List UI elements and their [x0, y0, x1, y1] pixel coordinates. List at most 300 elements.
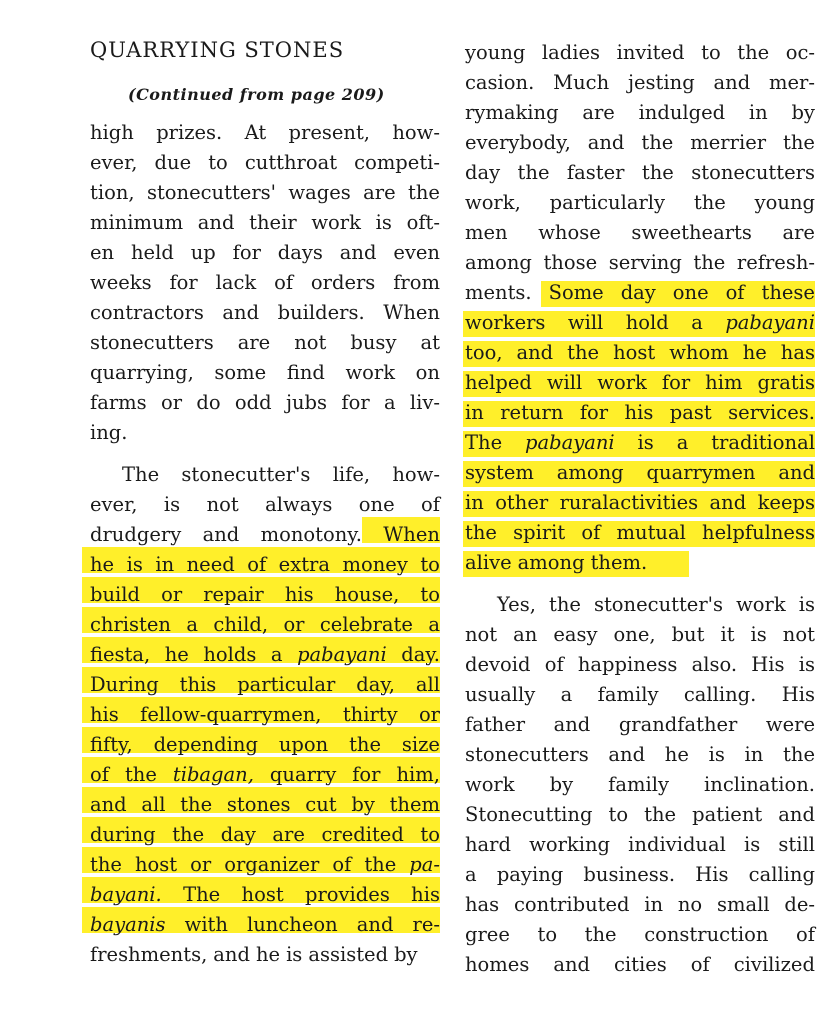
word: in [744, 743, 764, 766]
word: When [383, 301, 440, 324]
word: has [780, 341, 815, 364]
word: the [644, 803, 677, 826]
text-line [465, 548, 815, 578]
word: day [465, 161, 501, 184]
word: is [286, 943, 303, 966]
word: in [465, 491, 484, 514]
word: At [244, 121, 267, 144]
word: en [90, 241, 115, 264]
word: those [543, 251, 598, 274]
word: a [270, 643, 283, 666]
word: and [90, 793, 127, 816]
word: and [553, 713, 591, 736]
word: a [560, 683, 573, 706]
article-title: QUARRYING STONES [90, 38, 345, 62]
text-line [465, 158, 815, 188]
word: of [544, 653, 564, 676]
word: spirit [513, 521, 566, 544]
word: calling [748, 863, 815, 886]
word: fiesta, [90, 643, 151, 666]
word: by [549, 773, 574, 796]
word: quarry [269, 763, 337, 786]
text-line [465, 98, 815, 128]
word: an [513, 623, 538, 646]
word: he [90, 553, 115, 576]
word: orders [310, 271, 376, 294]
word: always [265, 493, 333, 516]
text-line [465, 488, 815, 518]
word: luncheon [247, 913, 338, 936]
word: ments. [465, 281, 532, 304]
word: size [401, 733, 440, 756]
word: contributed [513, 893, 630, 916]
word: His [695, 863, 729, 886]
text-line [465, 68, 815, 98]
word: has [465, 893, 500, 916]
word: one, [613, 623, 656, 646]
word: the [364, 853, 397, 876]
word: of [690, 953, 710, 976]
word: rymaking [465, 101, 559, 124]
word: busy [350, 331, 397, 354]
text-line [90, 730, 440, 760]
word: stonecutters [691, 161, 815, 184]
word: he [255, 943, 281, 966]
word: monotony. [260, 523, 362, 546]
word: do [196, 391, 221, 414]
word: helpfulness [702, 521, 815, 544]
word: Some [548, 281, 604, 304]
word: is [798, 653, 815, 676]
word: the [567, 341, 600, 364]
word: ever, [90, 151, 138, 174]
word: day [220, 823, 256, 846]
word: he [664, 743, 689, 766]
word: odd [234, 391, 272, 414]
word: is [163, 493, 181, 516]
word: jesting [627, 71, 695, 94]
word: jubs [285, 391, 328, 414]
word: thirty [342, 703, 398, 726]
word: or [418, 703, 440, 726]
word: not [294, 331, 327, 354]
word: the [349, 733, 382, 756]
word: for [661, 371, 691, 394]
word: their [249, 211, 297, 234]
text-line [90, 178, 440, 208]
word: assisted [308, 943, 389, 966]
text-line [465, 338, 815, 368]
word: of [247, 553, 267, 576]
word: in [465, 401, 484, 424]
word: one [358, 493, 395, 516]
text-line [90, 580, 440, 610]
word: work [345, 361, 396, 384]
word: depending [153, 733, 258, 756]
word: even [393, 241, 440, 264]
word: ever, [90, 493, 138, 516]
word: indulged [638, 101, 726, 124]
word: by [351, 793, 375, 816]
word: the [783, 131, 815, 154]
word: holds [203, 643, 257, 666]
word: is [798, 593, 815, 616]
word: by [394, 943, 418, 966]
word: the [641, 131, 674, 154]
word: fifty, [90, 733, 133, 756]
word: keeps [757, 491, 815, 514]
word: and [222, 301, 260, 324]
word: of [274, 271, 294, 294]
word: the [172, 823, 205, 846]
word: a [383, 391, 396, 414]
word: work [311, 211, 361, 234]
word: Much [553, 71, 610, 94]
word: the [180, 793, 213, 816]
word: among [517, 551, 585, 574]
word: and [197, 211, 235, 234]
word: to [208, 151, 228, 174]
word: work [597, 371, 647, 394]
word: on [415, 361, 440, 384]
text-line [90, 760, 440, 790]
word: his [411, 883, 440, 906]
word: for [579, 401, 609, 424]
text-line [90, 820, 440, 850]
word: host [613, 341, 656, 364]
text-line [90, 388, 440, 418]
word: individual [628, 833, 726, 856]
word: builders. [277, 301, 365, 324]
word: oc- [785, 41, 815, 64]
word: During [90, 673, 159, 696]
word: usually [465, 683, 536, 706]
word: pa- [409, 853, 440, 876]
text-line [90, 520, 440, 550]
word: father [465, 713, 526, 736]
word: to [420, 583, 440, 606]
word: all [415, 673, 440, 696]
word: also. [691, 653, 738, 676]
word: wages [288, 181, 351, 204]
text-line [465, 458, 815, 488]
word: de- [784, 893, 815, 916]
word: high [90, 121, 134, 144]
word: to [701, 41, 721, 64]
word: the [783, 743, 815, 766]
word: patient [692, 803, 763, 826]
word: helped [465, 371, 532, 394]
word: hard [465, 833, 511, 856]
word: in [155, 553, 175, 576]
word: were [765, 713, 815, 736]
word: of [796, 923, 815, 946]
text-line [90, 208, 440, 238]
word: too, [465, 341, 503, 364]
word: of [421, 493, 440, 516]
word: among [556, 461, 624, 484]
word: some [214, 361, 267, 384]
text-line [90, 118, 440, 148]
word: minimum [90, 211, 184, 234]
word: still [778, 833, 815, 856]
word: the [90, 853, 122, 876]
word: christen [90, 613, 171, 636]
word: are [582, 101, 615, 124]
word: The [122, 463, 160, 486]
word: tibagan, [172, 763, 254, 786]
word: alive [465, 551, 512, 574]
word: but [671, 623, 705, 646]
word: present, [288, 121, 371, 144]
text-line [90, 460, 440, 490]
word: in [644, 893, 664, 916]
word: to [420, 823, 440, 846]
text-line [90, 268, 440, 298]
word: this [179, 673, 217, 696]
word: organizer [224, 853, 320, 876]
word: and [778, 803, 815, 826]
text-line [465, 398, 815, 428]
text-line [465, 830, 815, 860]
word: ing. [90, 421, 128, 444]
word: whom [669, 341, 729, 364]
text-line [465, 770, 815, 800]
word: one [672, 281, 709, 304]
text-line [90, 910, 440, 940]
word: tion, [90, 181, 135, 204]
word: casion. [465, 71, 535, 94]
text-line [465, 680, 815, 710]
word: and [516, 341, 554, 364]
word: paying [496, 863, 564, 886]
word: return [500, 401, 564, 424]
text-line [90, 880, 440, 910]
word: When [383, 523, 440, 546]
word: stonecutters [90, 331, 214, 354]
word: services. [728, 401, 815, 424]
word: him, [396, 763, 440, 786]
text-line [90, 940, 440, 970]
word: stonecutter's [593, 593, 724, 616]
word: to [420, 553, 440, 576]
text-line [90, 640, 440, 670]
word: or [190, 853, 212, 876]
word: devoid [465, 653, 531, 676]
word: the [693, 251, 726, 274]
word: drudgery [90, 523, 182, 546]
word: the [408, 181, 440, 204]
word: celebrate [319, 613, 413, 636]
text-line [465, 518, 815, 548]
word: the [737, 41, 770, 64]
text-line [90, 670, 440, 700]
word: and [778, 461, 815, 484]
text-line [90, 298, 440, 328]
word: need [186, 553, 235, 576]
word: past [669, 401, 712, 424]
word: or [283, 613, 305, 636]
word: a [676, 431, 689, 454]
word: for [341, 391, 370, 414]
word: repair [203, 583, 264, 606]
word: gree [465, 923, 510, 946]
word: workers [465, 311, 546, 334]
word: day. [401, 643, 440, 666]
word: calling. [683, 683, 757, 706]
word: traditional [711, 431, 815, 454]
word: business. [583, 863, 676, 886]
text-line [465, 740, 815, 770]
word: day [620, 281, 656, 304]
word: is [744, 833, 761, 856]
word: homes [465, 953, 530, 976]
text-line [465, 620, 815, 650]
word: not [782, 623, 815, 646]
word: pabayani [297, 643, 387, 666]
word: bayanis [90, 913, 166, 936]
word: The [183, 883, 221, 906]
word: grandfather [618, 713, 738, 736]
word: by [791, 101, 815, 124]
word: day, [356, 673, 395, 696]
text-line [465, 650, 815, 680]
word: extra [278, 553, 330, 576]
word: the [517, 161, 550, 184]
word: upon [278, 733, 329, 756]
word: host [134, 853, 178, 876]
continued-note: (Continued from page 209) [128, 85, 385, 104]
word: these [761, 281, 815, 304]
word: working [529, 833, 611, 856]
word: for [169, 271, 198, 294]
text-line [90, 610, 440, 640]
word: faster [566, 161, 625, 184]
word: will [546, 371, 583, 394]
word: everybody, [465, 131, 571, 154]
word: sweethearts [631, 221, 752, 244]
word: with [184, 913, 228, 936]
word: for [232, 241, 261, 264]
word: it [720, 623, 735, 646]
text-line [90, 850, 440, 880]
word: His [781, 683, 815, 706]
word: a [691, 311, 703, 334]
word: due [154, 151, 192, 174]
text-line [90, 328, 440, 358]
word: whose [538, 221, 601, 244]
word: the [693, 191, 726, 214]
word: are [363, 181, 396, 204]
word: and [213, 943, 250, 966]
word: are [237, 331, 271, 354]
text-line [90, 418, 440, 448]
word: life, [332, 463, 371, 486]
word: and [587, 131, 625, 154]
word: pabayani [725, 311, 815, 334]
word: at [420, 331, 440, 354]
text-line [465, 278, 815, 308]
word: all [141, 793, 166, 816]
text-line [465, 890, 815, 920]
word: held [130, 241, 174, 264]
word: stonecutter's [181, 463, 311, 486]
word: work [465, 773, 515, 796]
word: ruralactivities [559, 491, 699, 514]
text-line [465, 218, 815, 248]
word: host [241, 883, 284, 906]
word: of [332, 853, 352, 876]
word: credited [321, 823, 404, 846]
word: prizes. [156, 121, 223, 144]
word: cities [614, 953, 667, 976]
word: is [750, 623, 767, 646]
word: are [782, 221, 815, 244]
word: from [393, 271, 440, 294]
word: hold [625, 311, 669, 334]
text-line [465, 860, 815, 890]
word: particular [237, 673, 336, 696]
word: liv- [409, 391, 440, 414]
word: quarrying, [90, 361, 194, 384]
word: the [548, 593, 581, 616]
word: a [186, 613, 199, 636]
word: during [90, 823, 156, 846]
text-line [465, 710, 815, 740]
text-line [465, 368, 815, 398]
word: are [272, 823, 305, 846]
word: and [713, 71, 751, 94]
word: weeks [90, 271, 152, 294]
word: is [126, 553, 143, 576]
word: his [624, 401, 654, 424]
text-line [90, 700, 440, 730]
word: serving [608, 251, 682, 274]
text-line [90, 790, 440, 820]
word: gratis [757, 371, 815, 394]
word: he [164, 643, 189, 666]
word: pabayani [525, 431, 615, 454]
text-line [465, 248, 815, 278]
word: for [352, 763, 381, 786]
text-line [90, 358, 440, 388]
word: will [567, 311, 604, 334]
word: quarrymen [646, 461, 756, 484]
word: Stonecutting [465, 803, 593, 826]
word: family [608, 773, 669, 796]
word: a [465, 863, 477, 886]
word: family [597, 683, 659, 706]
word: find [286, 361, 325, 384]
text-line [465, 128, 815, 158]
text-line [465, 920, 815, 950]
text-line [90, 238, 440, 268]
word: other [495, 491, 549, 514]
text-line [90, 550, 440, 580]
word: money [342, 553, 408, 576]
word: of [90, 763, 109, 786]
word: inclination. [704, 773, 815, 796]
word: cutthroat [244, 151, 338, 174]
word: provides [305, 883, 390, 906]
word: system [465, 461, 534, 484]
word: the [641, 161, 674, 184]
word: Yes, [497, 593, 536, 616]
word: stonecutters [465, 743, 589, 766]
word: of [725, 281, 745, 304]
word: the [124, 763, 157, 786]
word: and [553, 953, 591, 976]
